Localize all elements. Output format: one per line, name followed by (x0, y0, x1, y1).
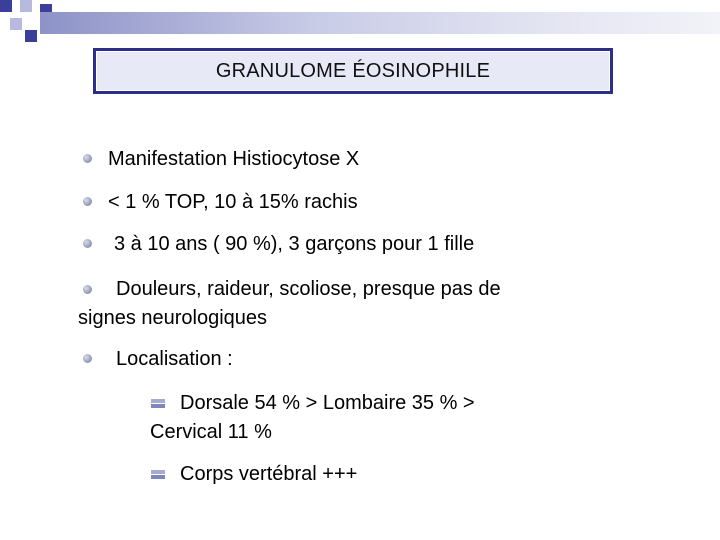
corner-square (0, 0, 12, 12)
bullet-item-line1: Douleurs, raideur, scoliose, presque pas de (116, 278, 501, 300)
corner-square (20, 0, 32, 12)
corner-square (10, 18, 22, 30)
slide-title: GRANULOME ÉOSINOPHILE (215, 59, 491, 82)
sub-bullet-line1: Dorsale 54 % > Lombaire 35 % > (180, 392, 475, 414)
bullet-icon (83, 354, 92, 363)
bullet-item: Manifestation Histiocytose X (108, 148, 360, 170)
sub-bullet-icon (151, 470, 165, 479)
sub-bullet-line2: Cervical 11 % (150, 421, 272, 443)
bullet-icon (83, 197, 92, 206)
bullet-icon (83, 285, 92, 294)
title-box (93, 48, 613, 94)
corner-square (25, 30, 37, 42)
bullet-item-line2: signes neurologiques (78, 307, 268, 329)
bullet-icon (83, 154, 92, 163)
header-gradient-bar (40, 12, 720, 34)
sub-bullet-icon (151, 399, 165, 408)
bullet-item: < 1 % TOP, 10 à 15% rachis (108, 191, 358, 213)
bullet-icon (83, 239, 92, 248)
bullet-item: Localisation : (116, 348, 233, 370)
sub-bullet-line1: Corps vertébral +++ (180, 463, 358, 485)
bullet-item: 3 à 10 ans ( 90 %), 3 garçons pour 1 fille (114, 233, 475, 255)
